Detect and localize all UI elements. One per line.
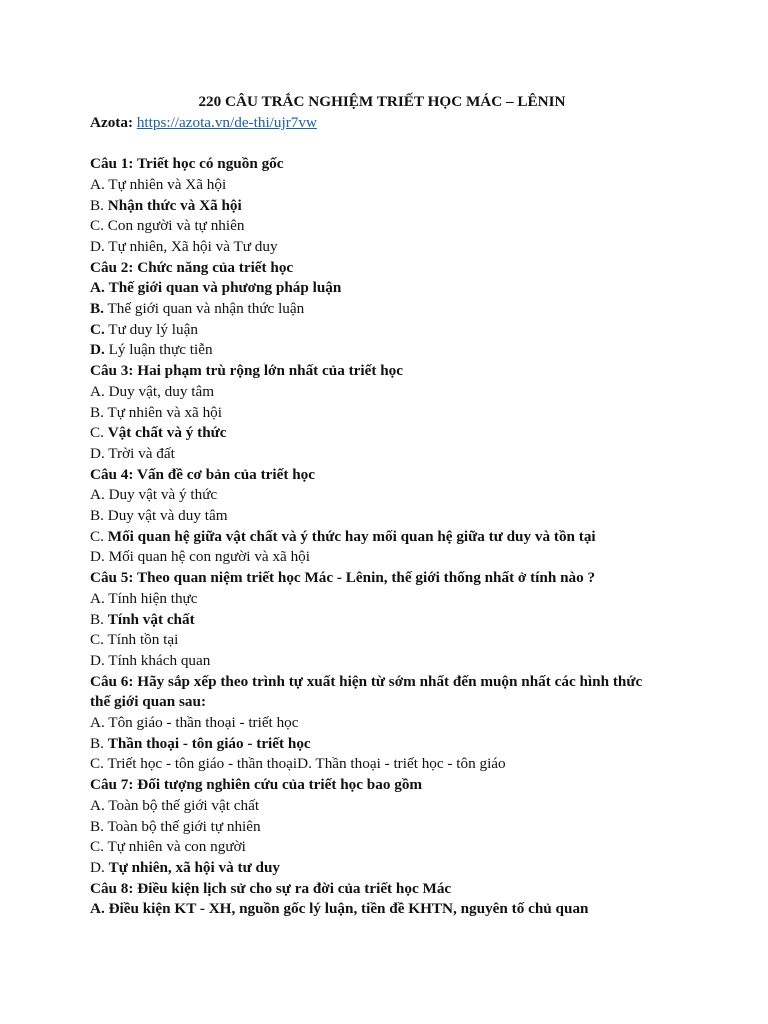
answer-option	[90, 175, 690, 196]
option-text: Tính hiện thực	[108, 589, 198, 607]
option-text: Con người và tự nhiên	[107, 217, 245, 235]
option-text: Tự nhiên và Xã hội	[108, 175, 227, 193]
option-text: Mối quan hệ giữa vật chất và ý thức hay mối quan hệ giữa tư duy và tồn tại	[107, 527, 596, 545]
option-text: Tính vật chất	[107, 610, 195, 628]
option-letter: C.	[90, 217, 104, 235]
answer-option	[90, 299, 690, 320]
question-block	[90, 465, 690, 569]
answer-option	[90, 610, 690, 631]
option-text: Thế giới quan và nhận thức luận	[107, 300, 305, 318]
option-text: Vật chất và ý thức	[107, 424, 227, 442]
option-letter: A.	[90, 279, 105, 297]
answer-option	[90, 216, 690, 237]
question-title: Câu 8: Điều kiện lịch sử cho sự ra đời của triết học Mác	[90, 879, 452, 897]
answer-option	[90, 899, 690, 920]
option-text: Tự nhiên và xã hội	[107, 403, 222, 421]
answer-option	[90, 506, 690, 527]
option-letter: C.	[90, 527, 104, 545]
answer-option	[90, 651, 690, 672]
option-text: Nhận thức và Xã hội	[107, 196, 242, 214]
azota-link[interactable]: https://azota.vn/de-thi/ujr7vw	[136, 113, 317, 131]
option-letter: A.	[90, 714, 105, 732]
answer-option	[90, 817, 690, 838]
question-block	[90, 879, 690, 920]
option-letter: C.	[90, 755, 104, 773]
option-text: Mối quan hệ con người và xã hội	[108, 548, 310, 566]
option-text: Tư duy lý luận	[108, 320, 198, 338]
option-text: Tôn giáo - thần thoại - triết học	[108, 714, 299, 732]
answer-option	[90, 547, 690, 568]
option-text: Thế giới quan và phương pháp luận	[108, 279, 342, 297]
answer-option	[90, 340, 690, 361]
document-page	[90, 92, 690, 920]
option-text: Duy vật và ý thức	[108, 486, 218, 504]
option-text: Duy vật, duy tâm	[108, 382, 215, 400]
option-text: Toàn bộ thế giới vật chất	[108, 796, 260, 814]
option-letter: D.	[90, 548, 105, 566]
answer-option	[90, 485, 690, 506]
option-text: Trời và đất	[108, 444, 175, 462]
option-letter: C.	[90, 631, 104, 649]
answer-option	[90, 527, 690, 548]
question-title: Câu 2: Chức năng của triết học	[90, 258, 294, 276]
question-block	[90, 672, 690, 776]
question-block	[90, 568, 690, 672]
azota-line	[90, 113, 690, 134]
answer-option	[90, 754, 690, 775]
option-text: Tự nhiên, Xã hội và Tư duy	[108, 237, 278, 255]
answer-option	[90, 796, 690, 817]
answer-option	[90, 278, 690, 299]
blank-line	[90, 133, 690, 154]
option-text: Toàn bộ thế giới tự nhiên	[107, 817, 261, 835]
option-text: Tính tồn tại	[107, 631, 179, 649]
question-block	[90, 361, 690, 465]
question-title: Câu 6: Hãy sắp xếp theo trình tự xuất hiện từ sớm nhất đến muộn nhất các hình thức thế giới quan sau:	[90, 672, 643, 711]
option-text: Điều kiện KT - XH, nguồn gốc lý luận, tiền đề KHTN, nguyên tố chủ quan	[108, 900, 589, 918]
option-text: Duy vật và duy tâm	[107, 507, 228, 525]
answer-option	[90, 196, 690, 217]
option-letter: A.	[90, 486, 105, 504]
question-title: Câu 1: Triết học có nguồn gốc	[90, 155, 284, 173]
question-block	[90, 775, 690, 879]
question-title: Câu 3: Hai phạm trù rộng lớn nhất của triết học	[90, 362, 404, 380]
option-text: Tự nhiên và con người	[107, 838, 246, 856]
option-letter: B.	[90, 403, 104, 421]
document-title: 220 CÂU TRẮC NGHIỆM TRIẾT HỌC MÁC – LÊNIN	[198, 93, 566, 110]
answer-option	[90, 382, 690, 403]
question-title: Câu 7: Đối tượng nghiên cứu của triết học bao gồm	[90, 776, 423, 794]
question-title: Câu 4: Vấn đề cơ bản của triết học	[90, 465, 315, 483]
option-letter: C.	[90, 320, 105, 338]
option-letter: A.	[90, 900, 105, 918]
option-letter: D.	[90, 341, 105, 359]
answer-option	[90, 734, 690, 755]
question-block	[90, 154, 690, 258]
option-letter: B.	[90, 734, 104, 752]
azota-label: Azota:	[90, 113, 134, 131]
option-letter: B.	[90, 610, 104, 628]
answer-option	[90, 713, 690, 734]
answer-option	[90, 320, 690, 341]
option-letter: D.	[90, 237, 105, 255]
question-title: Câu 5: Theo quan niệm triết học Mác - Lênin, thế giới thống nhất ở tính nào ?	[90, 569, 596, 587]
answer-option	[90, 403, 690, 424]
answer-option	[90, 237, 690, 258]
option-letter: C.	[90, 424, 104, 442]
answer-option	[90, 423, 690, 444]
option-letter: A.	[90, 796, 105, 814]
option-text: Lý luận thực tiễn	[108, 341, 213, 359]
option-text: Thần thoại - tôn giáo - triết học	[107, 734, 311, 752]
option-text: Tính khách quan	[108, 651, 211, 669]
option-letter: C.	[90, 838, 104, 856]
option-letter: A.	[90, 589, 105, 607]
option-letter: B.	[90, 817, 104, 835]
option-text: Triết học - tôn giáo - thần thoạiD. Thần thoại - triết học - tôn giáo	[107, 755, 506, 773]
option-letter: B.	[90, 507, 104, 525]
answer-option	[90, 837, 690, 858]
option-letter: D.	[90, 444, 105, 462]
answer-option	[90, 630, 690, 651]
answer-option	[90, 589, 690, 610]
option-letter: D.	[90, 859, 105, 876]
question-list	[90, 154, 690, 920]
question-block	[90, 258, 690, 362]
option-text: Tự nhiên, xã hội và tư duy	[108, 859, 280, 876]
option-letter: A.	[90, 382, 105, 400]
answer-option	[90, 858, 690, 879]
option-letter: B.	[90, 196, 104, 214]
option-letter: D.	[90, 651, 105, 669]
option-letter: B.	[90, 300, 104, 318]
option-letter: A.	[90, 175, 105, 193]
answer-option	[90, 444, 690, 465]
